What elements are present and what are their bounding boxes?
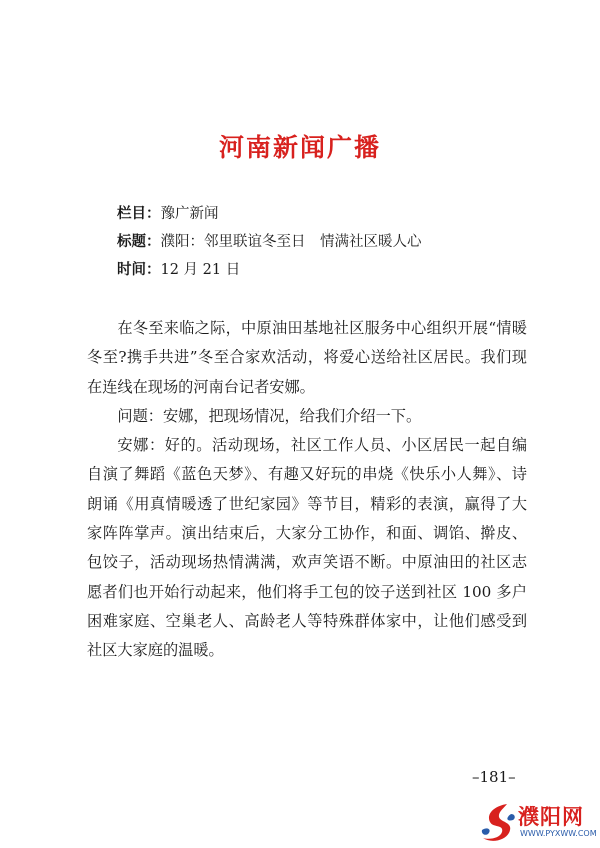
time-value: 12 月 21 日 [160, 262, 241, 278]
column-label: 栏目： [117, 206, 161, 222]
headline-value: 濮阳：邻里联谊冬至日 情满社区暖人心 [160, 234, 422, 250]
meta-headline-row [117, 228, 422, 256]
article-meta [117, 200, 422, 284]
meta-time-row [117, 256, 422, 284]
headline-label: 标题： [117, 234, 161, 250]
site-watermark-logo [480, 800, 596, 844]
article-body [87, 314, 527, 666]
paragraph-answer: 安娜：好的。活动现场，社区工作人员、小区居民一起自编自演了舞蹈《蓝色天梦》、有趣又好玩的串烧《快乐小人舞》、诗朗诵《用真情暖透了世纪家园》等节目，精彩的表演，赢得了大家阵阵掌声。演出结束后，大家分工协作，和面、调馅、擀皮、包饺子，活动现场热情满满，欢声笑语不断。中原油田的社区志愿者们也开始行动起来，他们将手工包的饺子送到社区 100 多户困难家庭、空巢老人、高龄老人等特殊群体家中，让他们感受到社区大家庭的温暖。 [87, 436, 527, 660]
page-number: –181– [472, 768, 516, 786]
site-url: WWW.PYXWW.COM [520, 829, 597, 838]
paragraph-intro: 在冬至来临之际，中原油田基地社区服务中心组织开展“情暖冬至?携手共进”冬至合家欢活动，将爱心送给社区居民。我们现在连线在现场的河南台记者安娜。 [87, 319, 527, 396]
meta-column-row [117, 200, 422, 228]
column-value: 豫广新闻 [160, 206, 219, 222]
time-label: 时间： [117, 262, 161, 278]
site-name: 濮阳网 [518, 805, 584, 829]
paragraph-question: 问题：安娜，把现场情况，给我们介绍一下。 [117, 406, 422, 425]
page-title: 河南新闻广播 [218, 133, 381, 162]
pyxww-logo-icon [480, 800, 518, 844]
